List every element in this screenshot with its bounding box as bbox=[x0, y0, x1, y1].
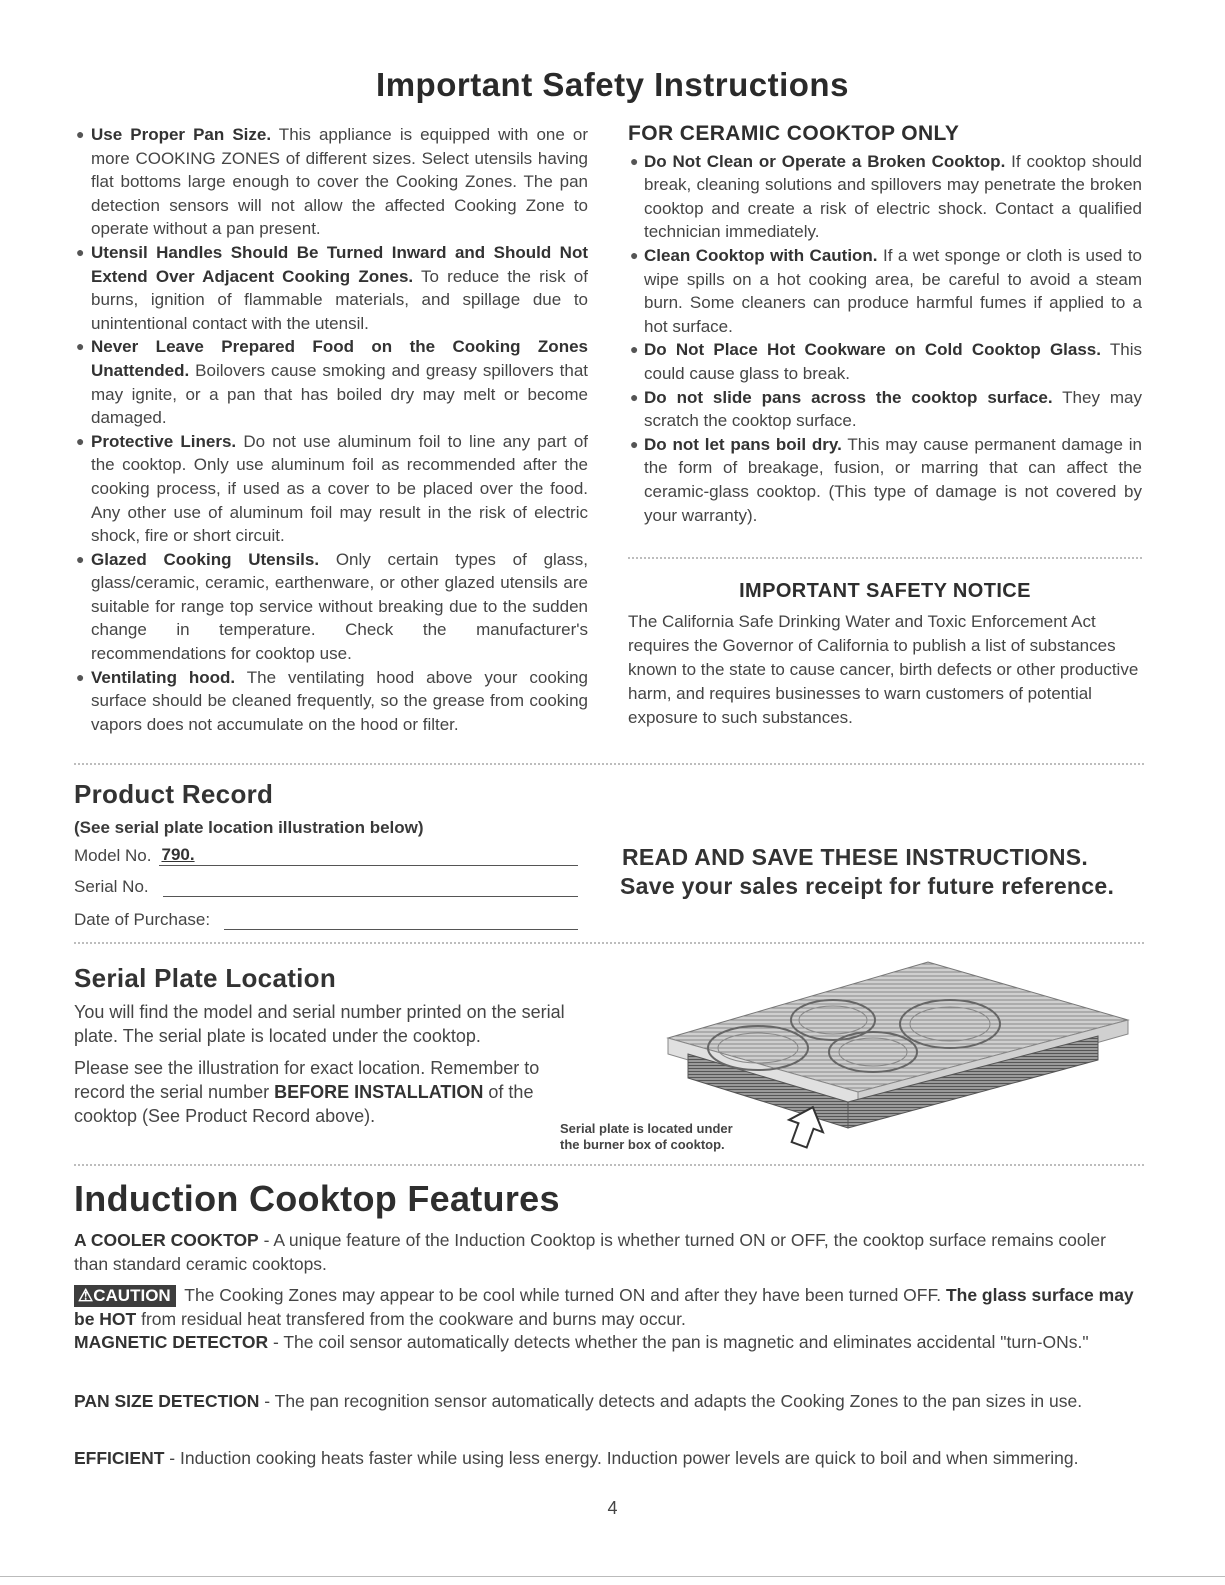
bullet-icon: ● bbox=[630, 341, 639, 358]
page-title: Important Safety Instructions bbox=[376, 66, 849, 103]
model-field[interactable] bbox=[159, 845, 578, 866]
model-value: 790. bbox=[161, 845, 195, 864]
list-item: ● Do Not Clean or Operate a Broken Cooktop. If cooktop should break, cleaning solutions and spillovers may penetrate the broken cooktop and create a risk of electric shock. Contact a qualified technician immediately. bbox=[630, 151, 1142, 242]
product-record-title: Product Record bbox=[74, 779, 274, 809]
bullet-icon: ● bbox=[76, 432, 85, 449]
list-item: ● Glazed Cooking Utensils. Only certain types of glass, glass/ceramic, ceramic, earthenware, or other glazed utensils are suitable for range top service without breaking due to the sudden change in temperature. Check the manufacturer's recommendations for cooktop use. bbox=[76, 549, 588, 664]
date-row bbox=[74, 904, 578, 930]
model-label: Model No. bbox=[74, 846, 152, 865]
page-number: 4 bbox=[607, 1498, 618, 1518]
serial-plate-title: Serial Plate Location bbox=[74, 963, 337, 993]
list-item: ● Ventilating hood. The ventilating hood above your cooking surface should be cleaned frequently, so the grease from cooking vapors does not accumulate on the hood or filter. bbox=[76, 667, 588, 734]
list-item: ● Never Leave Prepared Food on the Cooking Zones Unattended. Boilovers cause smoking and greasy spillovers that may ignite, or a pan that has boiled dry may melt or become damaged. bbox=[76, 337, 588, 428]
bullet-icon: ● bbox=[630, 246, 639, 263]
ceramic-cooktop-section bbox=[628, 122, 1142, 527]
date-label: Date of Purchase: bbox=[74, 910, 211, 929]
caution-badge: ⚠CAUTION bbox=[74, 1285, 176, 1307]
list-item: ● Utensil Handles Should Be Turned Inward and Should Not Extend Over Adjacent Cooking Zones. To reduce the risk of burns, ignition of flammable materials, and spillage due to unintentional contact with the utensil. bbox=[76, 242, 588, 333]
warning-icon: ⚠ bbox=[78, 1286, 94, 1306]
divider bbox=[628, 557, 1142, 559]
list-item: ● Clean Cooktop with Caution. If a wet sponge or cloth is used to wipe spills on a hot cooking area, be careful to avoid a steam burn. Some cleaners can produce harmful fumes if applied to a hot surface. bbox=[630, 245, 1142, 336]
bullet-icon: ● bbox=[76, 550, 85, 567]
bullet-icon: ● bbox=[76, 668, 85, 685]
list-item: ● Protective Liners. Do not use aluminum foil to line any part of the cooktop. Only use aluminum foil as recommended after the cooking process, if used as a cover to be placed over the food. Any other use of aluminum foil may result in the risk of electric shock, fire or short circuit. bbox=[76, 431, 588, 546]
divider bbox=[0, 1576, 1225, 1577]
list-item: ● Use Proper Pan Size. This appliance is equipped with one or more COOKING ZONES of different sizes. Select utensils having flat bottoms large enough to cover the Cooking Zones. The pan detection sensors will not allow the affected Cooking Zone to operate without a pan present. bbox=[76, 125, 588, 239]
serial-field[interactable] bbox=[163, 876, 578, 897]
efficient-para: EFFICIENT - Induction cooking heats faster while using less energy. Induction power levels are quick to boil and when simmering. bbox=[74, 1448, 1079, 1468]
serial-callout: Serial plate is located under the burner box of cooktop. bbox=[560, 1121, 733, 1152]
bullet-icon: ● bbox=[630, 152, 639, 169]
list-item: ● Do not slide pans across the cooktop surface. They may scratch the cooktop surface. bbox=[630, 387, 1142, 431]
bullet-icon: ● bbox=[76, 126, 85, 142]
induction-title: Induction Cooktop Features bbox=[74, 1178, 560, 1219]
bullet-icon: ● bbox=[76, 338, 85, 355]
read-save-heading: READ AND SAVE THESE INSTRUCTIONS. bbox=[622, 844, 1089, 870]
safety-instructions-left bbox=[74, 123, 588, 736]
divider bbox=[74, 763, 1144, 765]
date-field[interactable] bbox=[224, 909, 578, 930]
cooler-cooktop-para: A COOLER COOKTOP - A unique feature of the Induction Cooktop is whether turned ON or OFF, the cooktop surface remains cooler than standard ceramic cooktops. bbox=[74, 1230, 1106, 1274]
bullet-icon: ● bbox=[76, 243, 85, 260]
serial-row bbox=[74, 871, 578, 897]
product-record-subtitle: (See serial plate location illustration below) bbox=[74, 818, 424, 837]
pan-size-para: PAN SIZE DETECTION - The pan recognition sensor automatically detects and adapts the Cooking Zones to the pan sizes in use. bbox=[74, 1391, 1083, 1411]
model-row bbox=[74, 840, 578, 866]
divider bbox=[74, 1164, 1144, 1166]
notice-title: IMPORTANT SAFETY NOTICE bbox=[739, 580, 1031, 602]
caution-para: ⚠CAUTION The Cooking Zones may appear to be cool while turned ON and after they have been turned OFF. The glass surface may be HOT from residual heat transfered from the cookware and burns may occur. bbox=[74, 1285, 1134, 1330]
list-item: ● Do not let pans boil dry. This may cause permanent damage in the form of breakage, fusion, or marring that can affect the ceramic-glass cooktop. (This type of damage is not covered by your warranty). bbox=[630, 434, 1142, 525]
serial-plate-p1: You will find the model and serial number printed on the serial plate. The serial plate is located under the cooktop. bbox=[74, 1002, 565, 1046]
magnetic-detector-para: MAGNETIC DETECTOR - The coil sensor automatically detects whether the pan is magnetic and eliminates accidental "turn-ONs." bbox=[74, 1332, 1089, 1352]
divider bbox=[74, 942, 1144, 944]
notice-text: The California Safe Drinking Water and Toxic Enforcement Act requires the Governor of California to publish a list of substances known to the state to cause cancer, birth defects or other productive harm, and requires businesses to warn customers of potential exposure to such substances. bbox=[628, 612, 1139, 727]
bullet-icon: ● bbox=[630, 388, 639, 405]
bullet-icon: ● bbox=[630, 435, 639, 452]
ceramic-heading: FOR CERAMIC COOKTOP ONLY bbox=[628, 122, 960, 145]
serial-label: Serial No. bbox=[74, 877, 149, 896]
list-item: ● Do Not Place Hot Cookware on Cold Cooktop Glass. This could cause glass to break. bbox=[630, 340, 1142, 383]
serial-plate-p2: Please see the illustration for exact location. Remember to record the serial number BEFORE INSTALLATION of the cooktop (See Product Record above). bbox=[74, 1058, 540, 1126]
save-receipt-heading: Save your sales receipt for future reference. bbox=[620, 873, 1115, 899]
